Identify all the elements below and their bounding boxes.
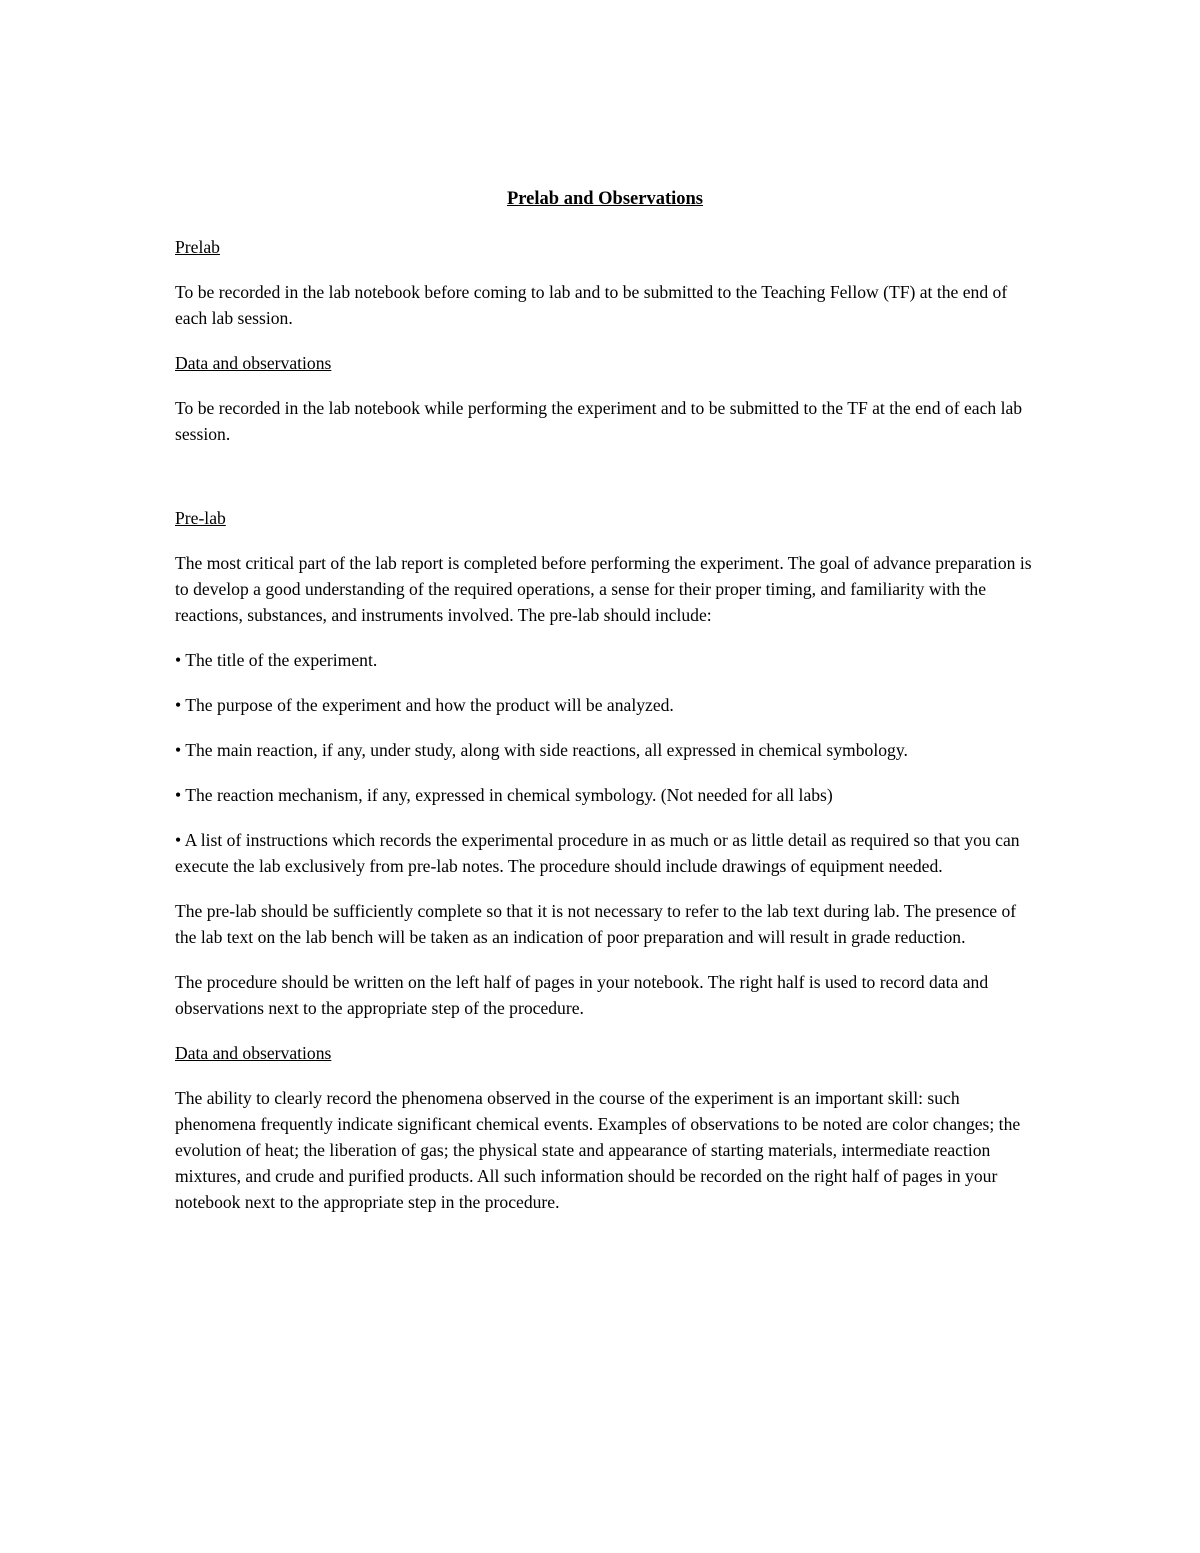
document-body (175, 186, 1035, 1234)
prelab-summary-paragraph: To be recorded in the lab notebook before coming to lab and to be submitted to the Teaching Fellow (TF) at the end of each lab session. (175, 282, 1008, 328)
heading-data-observations-detail: Data and observations (175, 1043, 332, 1063)
bullet-icon: • (175, 785, 182, 805)
bullet-icon: • (175, 740, 182, 760)
bullet-text: A list of instructions which records the experimental procedure in as much or as little detail as required so that you can execute the lab exclusively from pre-lab notes. The procedure should include drawings of equipment needed. (175, 830, 1020, 876)
bullet-item-4 (175, 782, 1035, 808)
data-observations-summary-paragraph: To be recorded in the lab notebook while performing the experiment and to be submitted to the TF at the end of each lab session. (175, 398, 1023, 444)
bullet-text: The main reaction, if any, under study, along with side reactions, all expressed in chemical symbology. (185, 740, 908, 760)
page-title: Prelab and Observations (507, 189, 703, 209)
pre-lab-intro-paragraph: The most critical part of the lab report is completed before performing the experiment. The goal of advance preparation is to develop a good understanding of the required operations, a sense for their proper timing, and familiarity with the reactions, substances, and instruments involved. The pre-lab should include: (175, 553, 1032, 625)
bullet-item-5 (175, 827, 1035, 879)
bullet-text: The purpose of the experiment and how the product will be analyzed. (185, 695, 674, 715)
bullet-text: The title of the experiment. (185, 650, 378, 670)
bullet-item-1 (175, 647, 1035, 673)
bullet-text: The reaction mechanism, if any, expressed in chemical symbology. (Not needed for all labs) (185, 785, 833, 805)
pre-lab-completeness-paragraph: The pre-lab should be sufficiently complete so that it is not necessary to refer to the lab text during lab. The presence of the lab text on the lab bench will be taken as an indication of poor preparation and will result in grade reduction. (175, 901, 1017, 947)
bullet-icon: • (175, 650, 182, 670)
heading-data-observations: Data and observations (175, 353, 332, 373)
bullet-icon: • (175, 695, 182, 715)
data-observations-detail-paragraph: The ability to clearly record the phenomena observed in the course of the experiment is an important skill: such phenomena frequently indicate significant chemical events. Examples of observations to be noted are color changes; the evolution of heat; the liberation of gas; the physical state and appearance of starting materials, intermediate reaction mixtures, and crude and purified products. All such information should be recorded on the right half of pages in your notebook next to the appropriate step in the procedure. (175, 1088, 1021, 1212)
heading-prelab: Prelab (175, 237, 220, 257)
procedure-layout-paragraph: The procedure should be written on the left half of pages in your notebook. The right half is used to record data and observations next to the appropriate step of the procedure. (175, 972, 989, 1018)
bullet-item-3 (175, 737, 1035, 763)
bullet-item-2 (175, 692, 1035, 718)
bullet-icon: • (175, 830, 182, 850)
heading-pre-lab: Pre-lab (175, 508, 226, 528)
